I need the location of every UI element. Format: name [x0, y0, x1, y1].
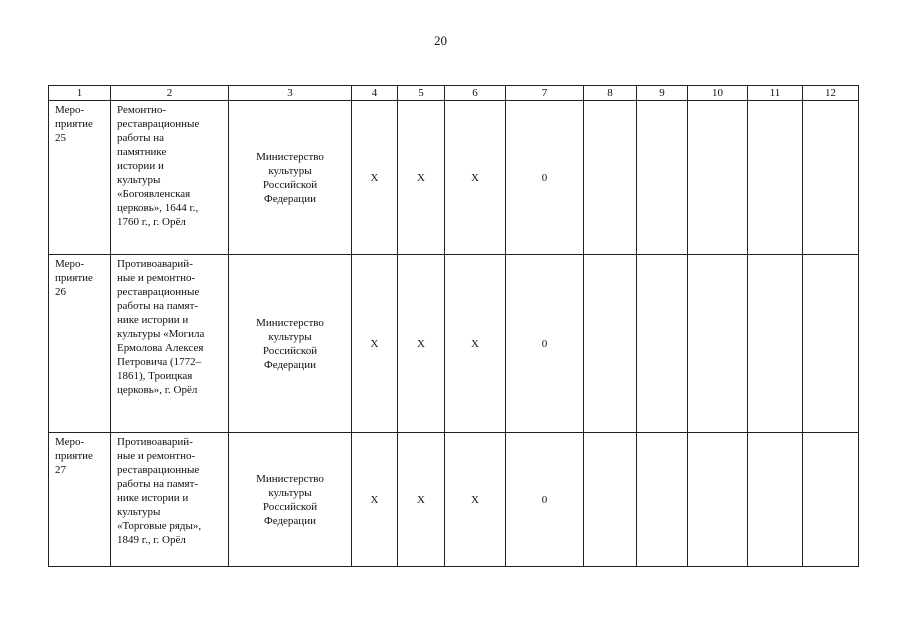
col4-cell: X — [352, 101, 398, 255]
col5-cell: X — [398, 101, 445, 255]
col11-cell — [748, 255, 803, 433]
col6-cell: X — [445, 101, 506, 255]
col7-cell: 0 — [506, 101, 584, 255]
col8-cell — [584, 255, 637, 433]
column-header: 5 — [398, 86, 445, 101]
column-header: 11 — [748, 86, 803, 101]
column-header: 9 — [637, 86, 688, 101]
col12-cell — [803, 101, 859, 255]
col9-cell — [637, 255, 688, 433]
activity-label: Меро- приятие 27 — [55, 436, 93, 476]
table-row — [49, 255, 859, 433]
col8-cell — [584, 101, 637, 255]
col7-cell: 0 — [506, 255, 584, 433]
activities-table — [48, 85, 859, 567]
ministry-text: Министерство культуры Российской Федерации — [256, 472, 324, 527]
table-row — [49, 433, 859, 567]
col6-cell: X — [445, 433, 506, 567]
ministry-cell — [229, 101, 352, 255]
activity-cell — [49, 433, 111, 567]
column-header: 4 — [352, 86, 398, 101]
activity-cell — [49, 101, 111, 255]
page-number: 20 — [434, 33, 447, 48]
ministry-cell — [229, 255, 352, 433]
column-header: 7 — [506, 86, 584, 101]
column-header: 10 — [688, 86, 748, 101]
col7-cell: 0 — [506, 433, 584, 567]
table-row — [49, 101, 859, 255]
description-text: Противоаварий- ные и ремонтно- реставрационные работы на памят- нике истории и культуры «Торговые ряды», 1849 г., г. Орёл — [117, 436, 202, 546]
col9-cell — [637, 433, 688, 567]
ministry-text: Министерство культуры Российской Федерации — [256, 316, 324, 371]
activity-cell — [49, 255, 111, 433]
column-header: 1 — [49, 86, 111, 101]
col10-cell — [688, 433, 748, 567]
col12-cell — [803, 433, 859, 567]
column-header: 3 — [229, 86, 352, 101]
col6-cell: X — [445, 255, 506, 433]
ministry-cell — [229, 433, 352, 567]
col10-cell — [688, 101, 748, 255]
col12-cell — [803, 255, 859, 433]
column-header: 6 — [445, 86, 506, 101]
activity-label: Меро- приятие 26 — [55, 258, 93, 298]
col11-cell — [748, 433, 803, 567]
col5-cell: X — [398, 433, 445, 567]
table-header-row — [49, 86, 859, 101]
col5-cell: X — [398, 255, 445, 433]
col4-cell: X — [352, 433, 398, 567]
description-text: Противоаварий- ные и ремонтно- реставрационные работы на памят- нике истории и культуры «Могила Ермолова Алексея Петровича (1772– 1861), Троицкая церковь», г. Орёл — [117, 258, 205, 396]
description-text: Ремонтно- реставрационные работы на памятнике истории и культуры «Богоявленская церковь», 1644 г., 1760 г., г. Орёл — [117, 104, 200, 228]
activity-label: Меро- приятие 25 — [55, 104, 93, 144]
ministry-text: Министерство культуры Российской Федерации — [256, 150, 324, 205]
col8-cell — [584, 433, 637, 567]
description-cell — [111, 255, 229, 433]
description-cell — [111, 101, 229, 255]
col11-cell — [748, 101, 803, 255]
col4-cell: X — [352, 255, 398, 433]
description-cell — [111, 433, 229, 567]
col9-cell — [637, 101, 688, 255]
column-header: 12 — [803, 86, 859, 101]
col10-cell — [688, 255, 748, 433]
column-header: 2 — [111, 86, 229, 101]
column-header: 8 — [584, 86, 637, 101]
